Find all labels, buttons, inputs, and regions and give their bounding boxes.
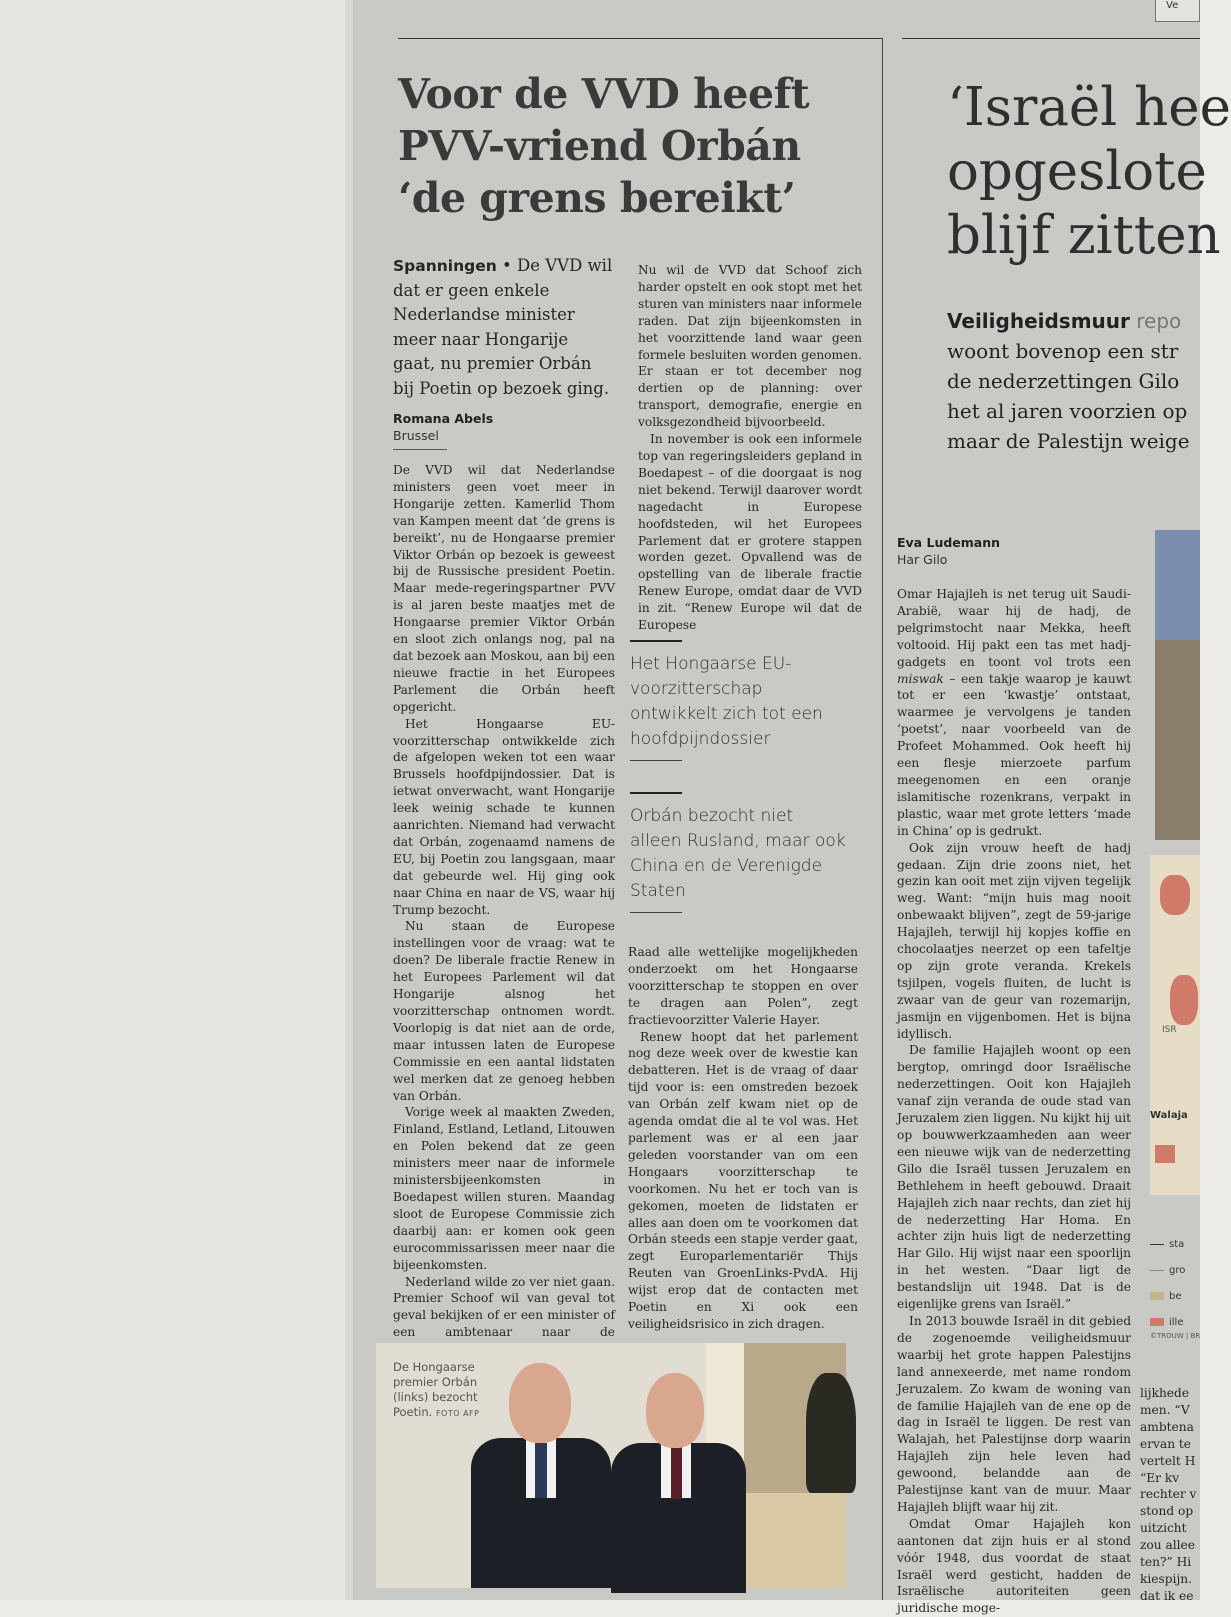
paper-edge xyxy=(345,0,353,1600)
paragraph xyxy=(897,586,1131,840)
intro-text: Omar Hajajleh is net terug uit Saudi-Arabië, waar hij de hadj, de pelgrimstocht naar Mekka, heeft voltooid. Hij pakt een tas met hadj-gadgets en toont vol trots een xyxy=(897,587,1131,669)
left-article-headline xyxy=(398,68,868,224)
pull-quote-bar xyxy=(630,640,682,642)
legend-label: sta xyxy=(1169,1239,1185,1250)
text-line: vertelt H xyxy=(1140,1453,1196,1468)
pull-quote-text: Het Hongaarse EU-voorzitterschap ontwikkelt zich tot een hoofdpijndossier xyxy=(630,654,823,749)
lead-line: maar de Palestijn weige xyxy=(947,429,1190,453)
headline-line-3: blijf zitten xyxy=(947,205,1221,266)
paragraph: Omdat Omar Hajajleh kon aantonen dat zijn huis er al stond vóór 1948, dus voordat de staat Israël werd gesticht, hadden de Israëlische autoriteiten geen juridische moge- xyxy=(897,1516,1131,1616)
headline-line-3: ‘de grens bereikt’ xyxy=(398,174,796,222)
headline-line-2: PVV-vriend Orbán xyxy=(398,122,801,170)
headline-line-1: ‘Israël hee xyxy=(947,77,1231,138)
right-article-byline xyxy=(897,534,1000,568)
byline-underline xyxy=(393,449,447,450)
caption-text: De Hongaarse premier Orbán (links) bezocht Poetin. xyxy=(393,1360,478,1419)
headline-line-2: opgeslote xyxy=(947,141,1207,202)
text-line: ten?” Hi xyxy=(1140,1555,1192,1570)
author-location: Har Gilo xyxy=(897,552,948,567)
tie xyxy=(671,1447,682,1499)
text-line: ambtena xyxy=(1140,1419,1194,1434)
text-line: zou allee xyxy=(1140,1538,1195,1553)
left-article-column-1 xyxy=(393,462,615,1358)
paragraph: Het Hongaarse EU-voorzitterschap ontwikkelde zich de afgelopen weken tot een waar Brussels hoofdpijndossier. Dat is ietwat onverwacht, want Hongarije leek weinig schade te kunnen aanrichten. Niemand had verwacht dat Orbán, zogenaamd namens de EU, bij Poetin zou langsgaan, maar dat gebeurde wel. Hij ging ook naar China en naar de VS, waar hij Trump bezocht. xyxy=(393,716,615,917)
text-line: lijkhede xyxy=(1140,1386,1190,1400)
paragraph: Nu wil de VVD dat Schoof zich harder opstelt en ook stopt met het sturen van ministers naar informele raden. Dat zijn bijeenkomsten in het voorzittende land waar geen formele besluiten worden genomen. Er staan er tot december nog dertien op de planning: over transport, demografie, energie en volksgezondheid bijvoorbeeld. xyxy=(638,263,862,430)
text-line: “Er kv xyxy=(1140,1470,1180,1485)
lead-kicker-rest: repo xyxy=(1129,309,1182,333)
text-line: men. “V xyxy=(1140,1402,1190,1417)
map-copyright: ©TROUW | BR xyxy=(1150,1332,1201,1340)
text-line: ervan te xyxy=(1140,1436,1192,1451)
photo-credit: FOTO AFP xyxy=(435,1409,480,1418)
left-article-column-2-bottom xyxy=(628,944,858,1333)
left-article-lead xyxy=(393,254,615,401)
pull-quote-bar xyxy=(630,792,682,794)
author-name: Eva Ludemann xyxy=(897,535,1001,550)
author-location: Brussel xyxy=(393,428,439,443)
left-article-column-2-top xyxy=(638,262,862,634)
legend-line xyxy=(1150,1270,1164,1271)
legend-label: be xyxy=(1169,1291,1182,1302)
photo-sky xyxy=(1155,530,1200,640)
intro-italic: miswak xyxy=(897,671,944,686)
paragraph: In 2013 bouwde Israël in dit gebied de zogenoemde veiligheidsmuur waarbij het grote happen Palestijns land annexeerde, met name rondom Jeruzalem. Zo kwam de woning van de familie Hajajleh van de ene op de dag in Israël te liggen. De rest van Walajah, het Palestijnse dorp waarin Hajajleh zijn hele leven had gewoond, belandde aan de Palestijnse kant van de muur. Maar Hajajleh blijft waar hij zit. xyxy=(897,1313,1131,1514)
author-name: Romana Abels xyxy=(393,411,494,426)
map-zone xyxy=(1170,975,1198,1025)
section-tab: Ve xyxy=(1155,0,1200,22)
headline-line-1: Voor de VVD heeft xyxy=(398,70,810,118)
paragraph: Raad alle wettelijke mogelijkheden onderzoekt om het Hongaarse voorzitterschap te stoppen en over te dragen aan Polen”, zegt fractievoorzitter Valerie Hayer. xyxy=(628,945,858,1027)
map-label: ISR xyxy=(1162,1025,1177,1035)
lead-kicker: Spanningen xyxy=(393,257,497,275)
legend-item xyxy=(1150,1232,1200,1258)
photo-mantel xyxy=(746,1493,846,1588)
pull-quote-bar xyxy=(630,912,682,913)
pull-quote-1 xyxy=(630,640,850,761)
column-divider xyxy=(882,38,883,1600)
photo-caption xyxy=(393,1360,493,1421)
map-zone xyxy=(1155,1145,1175,1163)
paragraph: Renew hoopt dat het parlement nog deze week over de kwestie kan debatteren. Het is de vraag of daar tijd voor is: een omstreden bezoek van Orbán zelf kwam niet op de agenda omdat die al te vol was. Het parlement was er al een jaar geleden voorstander van om een Hongaars voorzitterschap te voorkomen. Nu het er toch van is gekomen, moeten de lidstaten er alles aan doen om te voorkomen dat Orbán steeds een stapje verder gaat, zegt Europarlementariër Thijs Reuten van GroenLinks-PvdA. Hij wijst erop dat de contacten met Poetin en Xi ook een veiligheidsrisico in zich dragen. xyxy=(628,1029,858,1331)
right-article-headline xyxy=(947,76,1231,268)
text-line: dat ik ee xyxy=(1140,1588,1194,1603)
paragraph: Vorige week al maakten Zweden, Finland, Estland, Letland, Litouwen en Polen bekend dat ze geen ministers meer naar de informele ministersbijeenkomsten in Boedapest willen sturen. Maandag sloot de Europese Commissie zich daarbij aan: er komen ook geen eurocommissarissen meer naar die bijeenkomsten. xyxy=(393,1105,615,1272)
text-line: uitzicht xyxy=(1140,1521,1187,1536)
paragraph: Nu staan de Europese instellingen voor de vraag: wat te doen? De liberale fractie Renew in het Europees Parlement wil dat Hongarije alsnog het voorzitterschap ontnomen wordt. Voorlopig is dat niet aan de orde, maar intussen laten de Europese Commissie en een aantal lidstaten wel merken dat ze genoeg hebben van Orbán. xyxy=(393,919,615,1103)
pull-quote-bar xyxy=(630,760,682,761)
map-legend xyxy=(1150,1232,1200,1336)
tie xyxy=(535,1443,547,1498)
face xyxy=(509,1363,571,1443)
paragraph: In november is ook een informele top van regeringsleiders gepland in Boedapest – of die doorgaat is nog niet bekend. Terwijl daarover wordt nagedacht in Europese hoofdsteden, wil het Europees Parlement dat er grotere stappen worden gezet. Opvallend was de opstelling van de liberale fractie Renew Europe, omdat daar de VVD in zit. “Renew Europe wil dat de Europese xyxy=(638,432,862,633)
map-label: Walaja xyxy=(1150,1110,1188,1121)
left-article-top-rule xyxy=(398,38,882,39)
area-map xyxy=(1150,855,1200,1195)
paragraph: De VVD wil dat Nederlandse ministers geen voet meer in Hongarije zetten. Kamerlid Thom van Kampen meent dat ‘de grens is bereikt’, nu de Hongaarse premier Viktor Orbán op bezoek is geweest bij de Russische president Poetin. Maar mede-regeringspartner PVV is al jaren beste maatjes met de Hongaarse premier Viktor Orbán en sloot zich onlangs nog, pal na dat bezoek aan Moskou, aan bij een nieuwe fractie in het Europees Parlement die Orbán heeft opgericht. xyxy=(393,463,615,714)
legend-line xyxy=(1150,1244,1164,1245)
lead-line: het al jaren voorzien op xyxy=(947,399,1188,423)
lead-line: de nederzettingen Gilo xyxy=(947,369,1180,393)
right-article-top-rule xyxy=(902,38,1200,39)
legend-item xyxy=(1150,1258,1200,1284)
legend-swatch xyxy=(1150,1292,1164,1300)
legend-label: gro xyxy=(1169,1265,1186,1276)
right-article-lead xyxy=(947,306,1200,456)
text-line: stond op xyxy=(1140,1504,1194,1519)
pull-quote-text: Orbán bezocht niet alleen Rusland, maar ook China en de Verenigde Staten xyxy=(630,806,846,901)
pull-quote-2 xyxy=(630,792,850,913)
next-column-fragment xyxy=(1140,1385,1200,1605)
legend-item xyxy=(1150,1284,1200,1310)
settlement-photo xyxy=(1155,530,1200,840)
photo-plant xyxy=(806,1373,856,1493)
paragraph: Ook zijn vrouw heeft de hadj gedaan. Zijn drie zoons niet, het gezin kan ooit met zijn vijven tegelijk weg. Want: “mijn huis mag nooit onbewaakt blijven”, zegt de 59-jarige Hajajleh, terwijl hij kopjes koffie en chocolaatjes neerzet op een tafeltje op zijn grote veranda. Krekels tsjilpen, vogels fluiten, de lucht is zwaar van de geur van rozemarijn, jasmijn en vijgenbomen. Het is bijna idyllisch. xyxy=(897,840,1131,1041)
map-zone xyxy=(1160,875,1190,915)
legend-swatch xyxy=(1150,1318,1164,1326)
lead-text: De VVD wil dat er geen enkele Nederlandse minister meer naar Hongarije gaat, nu premier Orbán bij Poetin op bezoek ging. xyxy=(393,256,613,398)
face xyxy=(646,1373,704,1448)
lead-separator: • xyxy=(496,256,518,275)
text-line: kiespijn. xyxy=(1140,1571,1192,1586)
lead-line: woont bovenop een str xyxy=(947,339,1179,363)
paragraph: De familie Hajajleh woont op een bergtop, omringd door Israëlische nederzettingen. Ooit kon Hajajleh vanaf zijn veranda de oude stad van Jeruzalem zien liggen. Nu kijkt hij uit op bouwwerkzaamheden aan weer een nieuwe wijk van de nederzetting Gilo die Israël tussen Jeruzalem en Bethlehem in heeft gebouwd. Draait Hajajleh zich naar rechts, dan ziet hij de nederzetting Har Homa. En achter zijn huis ligt de nederzetting Har Gilo. Hij wijst naar een spoorlijn in het westen. “Daar ligt de bestandslijn uit 1948. Dat is de eigenlijke grens van Israël.” xyxy=(897,1043,1131,1312)
right-article-column xyxy=(897,586,1131,1617)
text-line: rechter v xyxy=(1140,1487,1197,1502)
lead-kicker: Veiligheidsmuur xyxy=(947,309,1130,333)
left-article-byline xyxy=(393,410,493,450)
desk-background xyxy=(0,0,345,1600)
intro-rest: – een takje waarop je kauwt tot er een ‘kwastje’ ontstaat, waarmee je vervolgens je tanden ‘poetst’, naar voorbeeld van de Profeet Mohammed. Ook heeft hij een flesje mierzoete parfum meegenomen en een oranje islamitische rozenkrans, verpakt in plastic, waar met grote letters ‘made in China’ op is gedrukt. xyxy=(897,671,1131,838)
legend-label: ille xyxy=(1169,1317,1184,1328)
paragraph: Nederland wilde zo ver niet gaan. Premier Schoof wil van geval tot geval bekijken of er een minister of een ambtenaar naar de xyxy=(393,1274,615,1340)
